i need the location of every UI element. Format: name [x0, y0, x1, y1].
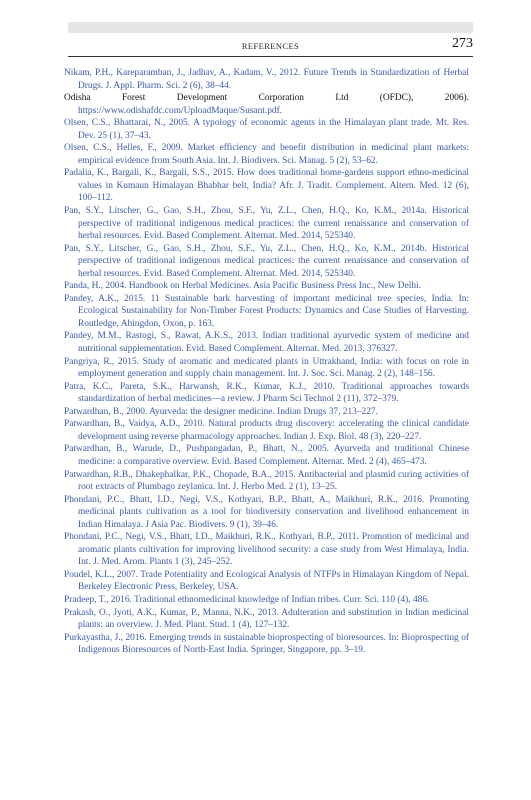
reference-entry: Patwardhan, B., Warude, D., Pushpangadan, P., Bhatt, N., 2005. Ayurveda and traditional Chinese medicine: a comparative overview. Evid. Based Complement. Alternat. Med. 2 (4), 465–473. — [64, 444, 469, 467]
header-bar — [68, 22, 473, 33]
reference-entry: Pandey, A.K., 2015. 11 Sustainable bark harvesting of important medicinal tree species, India. In: Ecological Sustainability for Non-Timber Forest Products: Dynamics and Case Studies of Harvesting. Routledge, Abingdon, Oxon, p. 163. — [64, 293, 469, 329]
reference-entry: Patwardhan, R.B., Dhakephalkar, P.K., Chopade, B.A., 2015. Antibacterial and plasmid curing activities of root extracts of Plumbago zeylanica. Int. J. Herbo Med. 2 (1), 13–25. — [64, 469, 469, 493]
page-number: 273 — [452, 36, 473, 51]
reference-entry: Padalia, K., Bargali, K., Bargali, S.S., 2015. How does traditional home-gardens support ethno-medicinal values in Kumaun Himalayan Bhabhar belt, India? Afr. J. Tradit. Complement. Altern. Med. 12 (6), 100–112. — [64, 168, 469, 204]
page-header — [68, 36, 473, 54]
reference-entry: Pandey, M.M., Rastogi, S., Rawat, A.K.S., 2013. Indian traditional ayurvedic system of medicine and nutritional supplementation. Evid. Based Complement. Alternat. Med. 2013, 376327. — [64, 331, 469, 355]
reference-link[interactable]: https://www.odishafdc.com/UploadMaque/Susant.pdf. — [78, 105, 283, 116]
reference-entry: Olsen, C.S., Helles, F., 2009. Market efficiency and benefit distribution in medicinal plant markets: empirical evidence from South Asia. Int. J. Biodivers. Sci. Manag. 5 (2), 53–62. — [64, 143, 469, 166]
reference-entry: Pradeep, T., 2016. Traditional ethnomedicinal knowledge of Indian tribes. Curr. Sci. 110 (4), 486. — [64, 594, 430, 605]
running-head: REFERENCES — [241, 41, 300, 51]
reference-list — [64, 67, 469, 657]
reference-entry: Pangriya, R., 2015. Study of aromatic and medicated plants in Uttrakhand, India: with focus on role in employment generation and supply chain management. Int. J. Soc. Sci. Manag. 2 (2), 148–156. — [64, 356, 469, 380]
reference-entry: Olsen, C.S., Bhattarai, N., 2005. A typology of economic agents in the Himalayan plant trade. Mt. Res. Dev. 25 (1), 37–43. — [64, 118, 469, 141]
reference-entry — [64, 92, 469, 117]
reference-entry: Patra, K.C., Pareta, S.K., Harwansh, R.K., Kumar, K.J., 2010. Traditional approaches towards standardization of herbal medicines—a review. J Pharm Sci Technol 2 (11), 372–379. — [64, 381, 469, 405]
reference-entry: Pan, S.Y., Litscher, G., Gao, S.H., Zhou, S.F., Yu, Z.L., Chen, H.Q., Ko, K.M., 2014b. Historical perspective of traditional indigenous medical practices: the current renaissance and conservation of herbal resources. Evid. Based Complement. Alternat. Med. 2014, 525340. — [64, 243, 469, 279]
reference-entry: Purkayastha, J., 2016. Emerging trends in sustainable bioprospecting of bioresources. In: Bioprospecting of Indigenous Bioresources of North-East India. Springer, Singapore, pp. 3–19. — [64, 632, 469, 656]
reference-entry: Nikam, P.H., Kareparamban, J., Jadhav, A., Kadam, V., 2012. Future Trends in Standardization of Herbal Drugs. J. Appl. Pharm. Sci. 2 (6), 38–44. — [64, 68, 469, 91]
reference-entry: Panda, H., 2004. Handbook on Herbal Medicines. Asia Pacific Business Press Inc., New Delhi. — [64, 281, 421, 292]
reference-entry: Patwardhan, B., Vaidya, A.D., 2010. Natural products drug discovery: accelerating the clinical candidate development using reverse pharmacology approaches. Indian J. Exp. Biol. 48 (3), 220–227. — [64, 419, 469, 442]
reference-text: Odisha Forest Development Corporation Ltd (OFDC), 2006). — [64, 93, 469, 104]
reference-entry: Phondani, P.C., Negi, V.S., Bhatt, I.D., Maikhuri, R.K., Kothyari, B.P., 2011. Promotion of medicinal and aromatic plants cultivation for improving livelihood security: a case study from West Himalaya, India. Int. J. Med. Arom. Plants 1 (3), 245–252. — [64, 532, 469, 568]
reference-entry: Patwardhan, B., 2000. Ayurveda: the designer medicine. Indian Drugs 37, 213–227. — [64, 406, 378, 417]
reference-entry: Phondani, P.C., Bhatt, I.D., Negi, V.S., Kothyari, B.P., Bhatt, A., Maikhuri, R.K., 2016. Promoting medicinal plants cultivation as a tool for biodiversity conservation and livelihood enhancement in Indian Himalaya. J Asia Pac. Biodivers. 9 (1), 39–46. — [64, 494, 469, 530]
reference-entry: Pan, S.Y., Litscher, G., Gao, S.H., Zhou, S.F., Yu, Z.L., Chen, H.Q., Ko, K.M., 2014a. Historical perspective of traditional indigenous medical practices: the current renaissance and conservation of herbal resources. Evid. Based Complement. Alternat. Med. 2014, 525340. — [64, 206, 469, 242]
header-rule — [68, 56, 473, 57]
reference-entry: Prakash, O., Jyoti, A.K., Kumar, P., Manna, N.K., 2013. Adulteration and substitution in Indian medicinal plants: an overview. J. Med. Plant. Stud. 1 (4), 127–132. — [64, 607, 469, 631]
reference-entry: Poudel, K.L., 2007. Trade Potentiality and Ecological Analysis of NTFPs in Himalayan Kingdom of Nepal. Berkeley Electronic Press, Berkeley, USA. — [64, 569, 469, 593]
